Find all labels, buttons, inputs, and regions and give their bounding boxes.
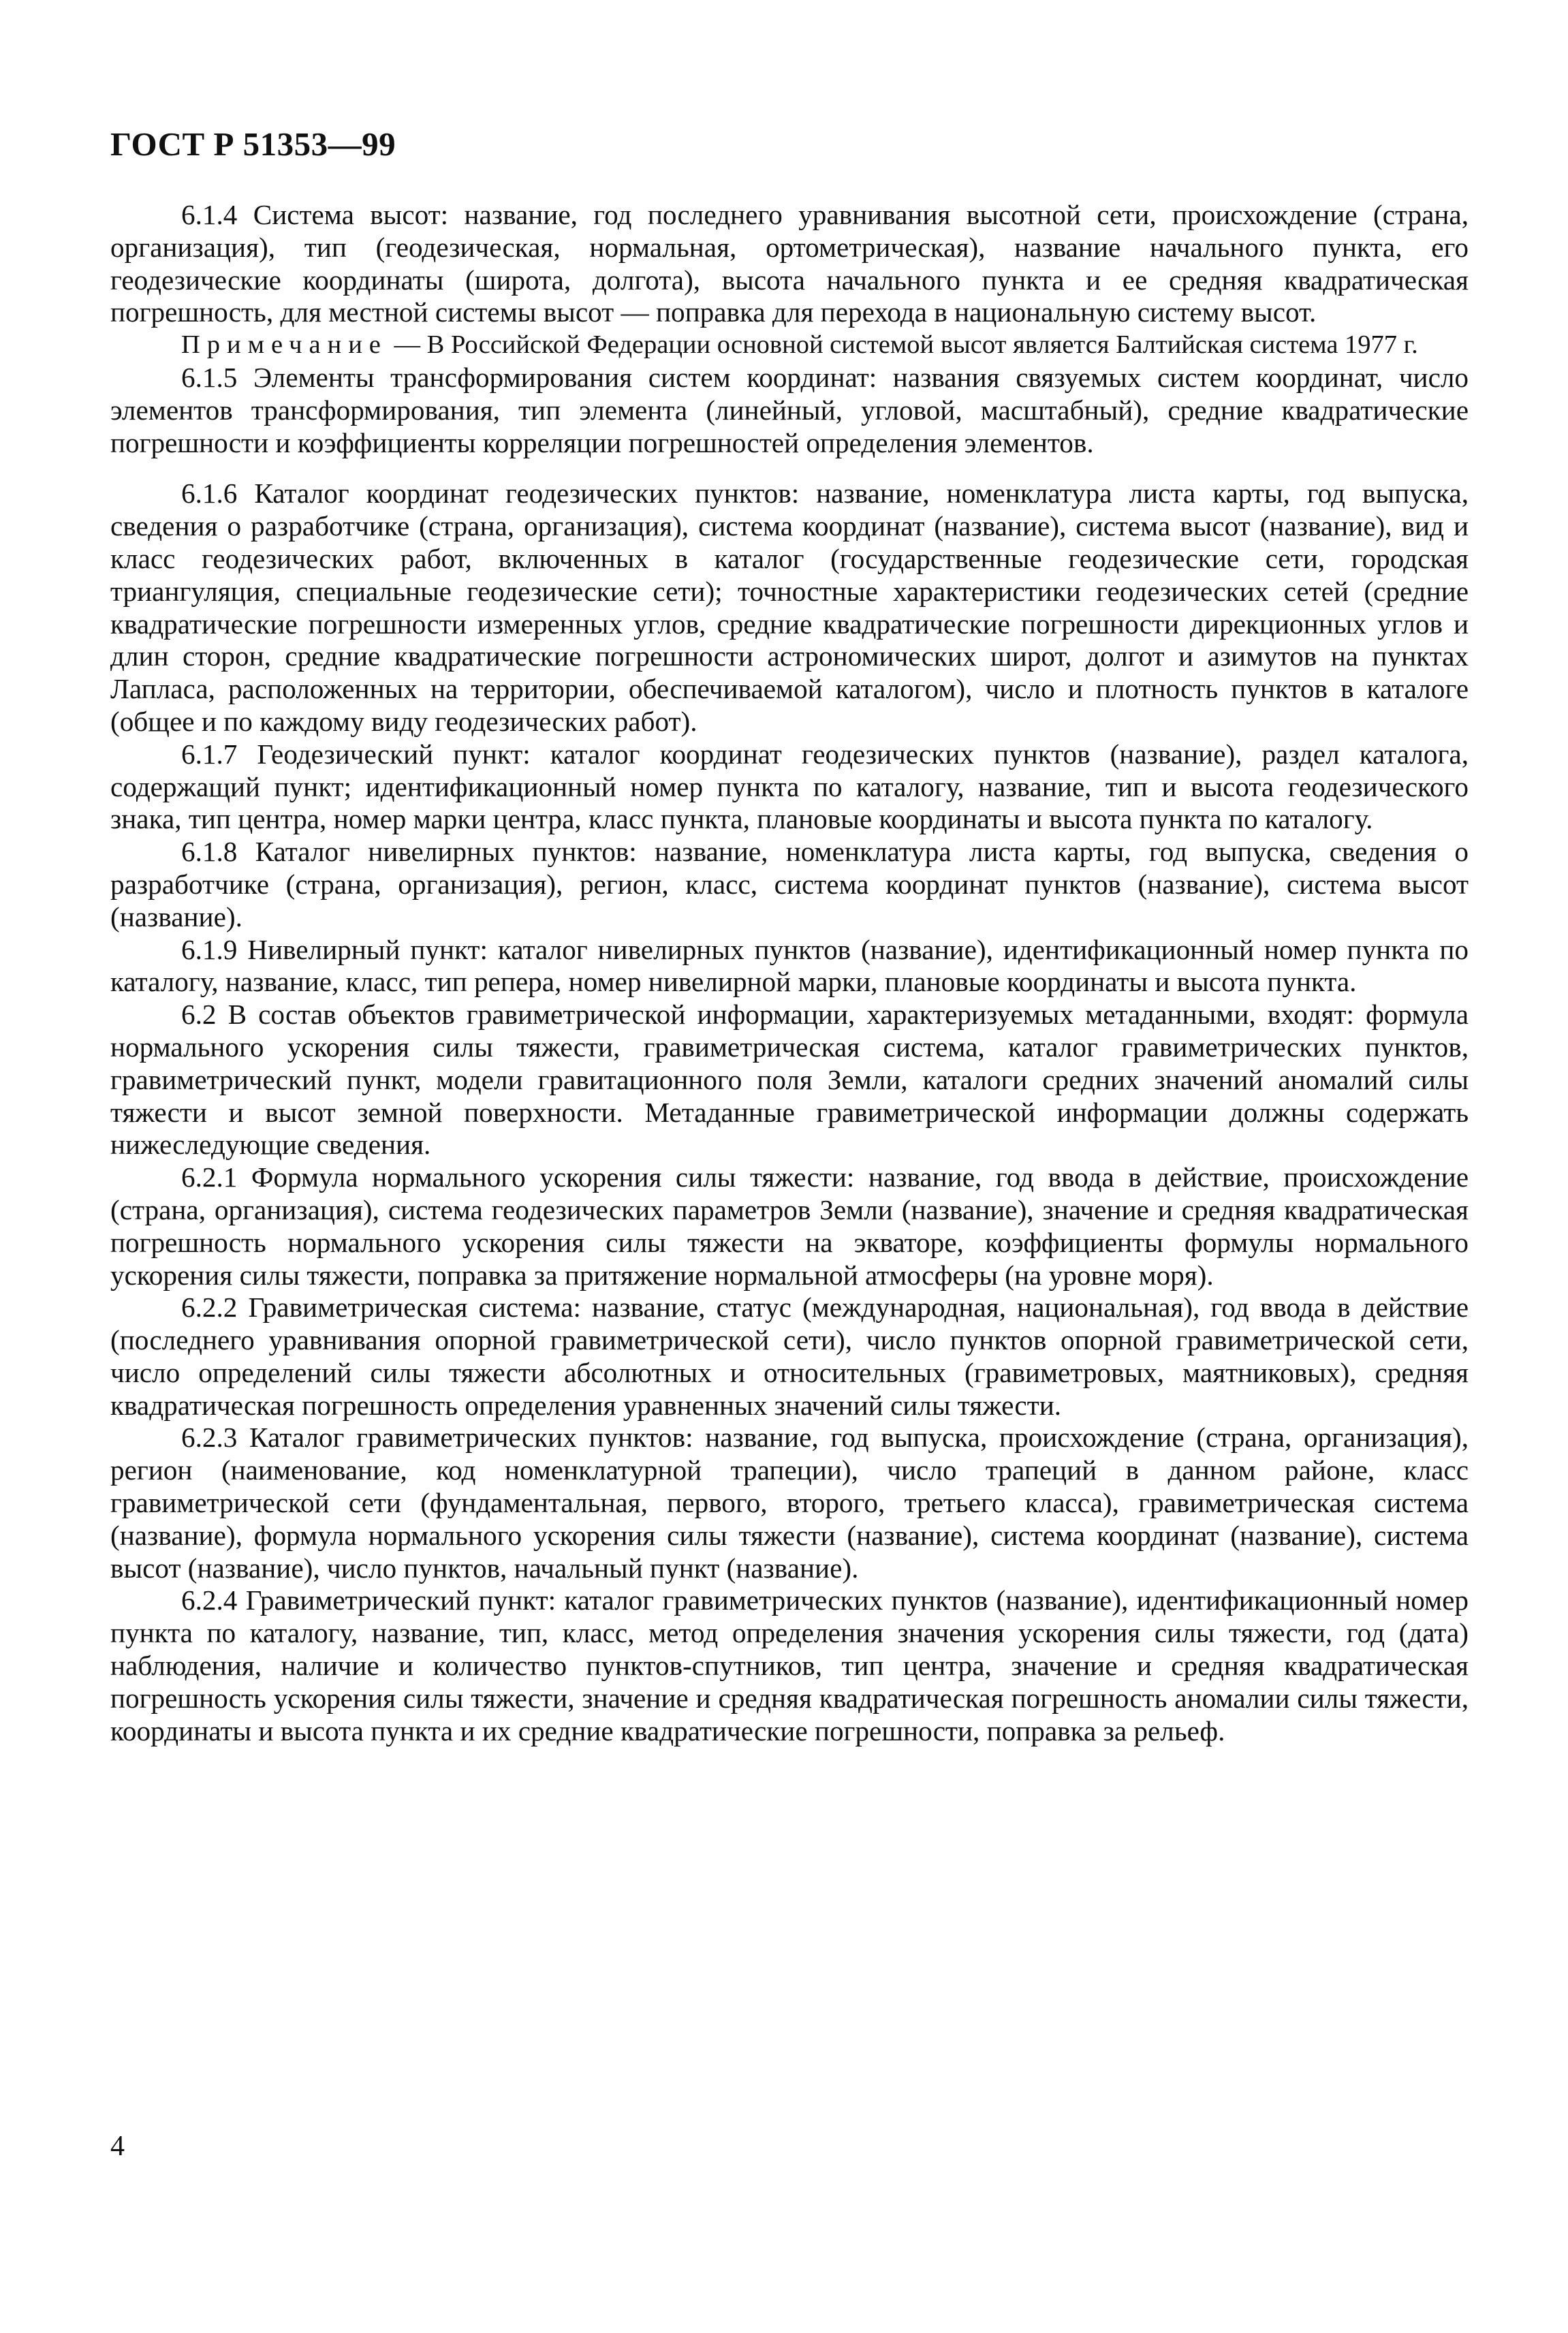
page-number: 4: [110, 2131, 125, 2162]
paragraph-6-2: 6.2 В состав объектов гравиметрической информации, характеризуемых метаданными, входят: формула нормального ускорения силы тяжести, гравиметрическая система, каталог гравиметрических пунктов, гравиметрический пункт, модели гравитационного поля Земли, каталоги средних значений аномалий силы тяжести и высот земной поверхности. Метаданные гравиметрической информации должны содержать нижеследующие сведения.: [110, 999, 1469, 1161]
paragraph-6-1-7: 6.1.7 Геодезический пункт: каталог координат геодезических пунктов (название), раздел каталога, содержащий пункт; идентификационный номер пункта по каталогу, название, тип и высота геодезического знака, тип центра, номер марки центра, класс пункта, плановые координаты и высота пункта по каталогу.: [110, 738, 1469, 835]
paragraph-6-2-1: 6.2.1 Формула нормального ускорения силы тяжести: название, год ввода в действие, происхождение (страна, организация), система геодезических параметров Земли (название), значение и средняя квадратическая погрешность нормального ускорения силы тяжести на экваторе, коэффициенты формулы нормального ускорения силы тяжести, поправка за притяжение нормальной атмосферы (на уровне моря).: [110, 1161, 1469, 1291]
note: [110, 329, 1469, 362]
paragraph-6-2-4: 6.2.4 Гравиметрический пункт: каталог гравиметрических пунктов (название), идентификационный номер пункта по каталогу, название, тип, класс, метод определения значения ускорения силы тяжести, год (дата) наблюдения, наличие и количество пунктов-спутников, тип центра, значение и средняя квадратическая погрешность ускорения силы тяжести, значение и средняя квадратическая погрешность аномалии силы тяжести, координаты и высота пункта и их средние квадратические погрешности, поправка за рельеф.: [110, 1584, 1469, 1747]
paragraph-6-2-3: 6.2.3 Каталог гравиметрических пунктов: название, год выпуска, происхождение (страна, организация), регион (наименование, код номенклатурной трапеции), число трапеций в данном районе, класс гравиметрической сети (фундаментальная, первого, второго, третьего класса), гравиметрическая система (название), формула нормального ускорения силы тяжести (название), система координат (название), система высот (название), число пунктов, начальный пункт (название).: [110, 1422, 1469, 1584]
paragraph-6-1-6: 6.1.6 Каталог координат геодезических пунктов: название, номенклатура листа карты, год выпуска, сведения о разработчике (страна, организация), система координат (название), система высот (название), вид и класс геодезических работ, включенных в каталог (государственные геодезические сети, городская триангуляция, специальные геодезические сети); точностные характеристики геодезических сетей (средние квадратические погрешности измеренных углов, средние квадратические погрешности дирекционных углов и длин сторон, средние квадратические погрешности астрономических широт, долгот и азимутов на пунктах Лапласа, расположенных на территории, обеспечиваемой каталогом), число и плотность пунктов в каталоге (общее и по каждому виду геодезических работ).: [110, 477, 1469, 737]
note-text: — В Российской Федерации основной системой высот является Балтийская система 1977 г.: [394, 330, 1418, 360]
paragraph-6-1-8: 6.1.8 Каталог нивелирных пунктов: название, номенклатура листа карты, год выпуска, сведения о разработчике (страна, организация), регион, класс, система координат пунктов (название), система высот (название).: [110, 836, 1469, 933]
note-label: Примечание: [181, 330, 388, 360]
document-header: ГОСТ Р 51353—99: [110, 125, 396, 163]
paragraph-6-1-9: 6.1.9 Нивелирный пункт: каталог нивелирных пунктов (название), идентификационный номер пункта по каталогу, название, класс, тип репера, номер нивелирной марки, плановые координаты и высота пункта.: [110, 933, 1469, 998]
paragraph-6-1-4: 6.1.4 Система высот: название, год последнего уравнивания высотной сети, происхождение (страна, организация), тип (геодезическая, нормальная, ортометрическая), название начального пункта, его геодезические координаты (широта, долгота), высота начального пункта и ее средняя квадратическая погрешность, для местной системы высот — поправка для перехода в национальную систему высот.: [110, 199, 1469, 328]
paragraph-6-1-5: 6.1.5 Элементы трансформирования систем координат: названия связуемых систем координат, число элементов трансформирования, тип элемента (линейный, угловой, масштабный), средние квадратические погрешности и коэффициенты корреляции погрешностей определения элементов.: [110, 361, 1469, 458]
paragraph-6-2-2: 6.2.2 Гравиметрическая система: название, статус (международная, национальная), год ввода в действие (последнего уравнивания опорной гравиметрической сети), число пунктов опорной гравиметрической сети, число определений силы тяжести абсолютных и относительных (гравиметровых, маятниковых), средняя квадратическая погрешность определения уравненных значений силы тяжести.: [110, 1291, 1469, 1421]
document-body: [110, 199, 1469, 1747]
